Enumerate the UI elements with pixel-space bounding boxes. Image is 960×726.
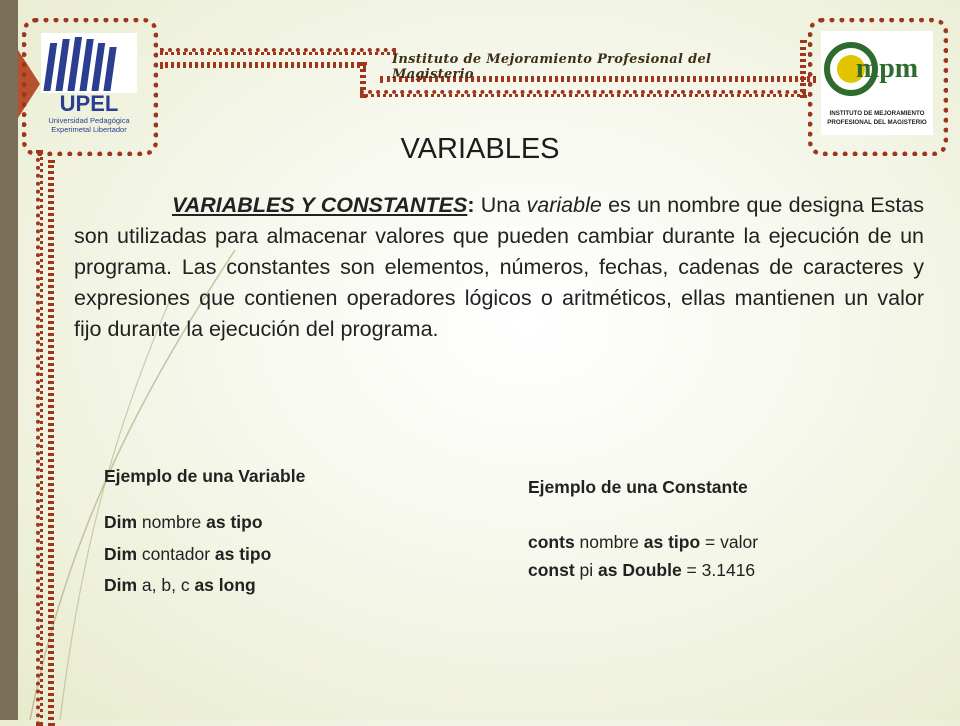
top-dotted-connector: [360, 62, 366, 98]
definition-term-colon: :: [467, 193, 475, 217]
institute-name: Instituto de Mejoramiento Profesional del Magisterio: [392, 52, 712, 82]
definition-paragraph: [74, 190, 924, 345]
upel-logo-mark: UPEL: [59, 91, 119, 116]
definition-text-b: es un nombre que designa Estas son utilizadas para almacenar valores que pueden cambiar durante la ejecución de un programa. Las constantes son elementos, números, fechas, cadenas de caracteres y expresiones que contienen operadores lógicos o aritméticos, ellas mantienen un valor fijo durante la ejecución del programa.: [74, 193, 925, 341]
variable-example-line-1: Dim nombre as tipo: [104, 512, 263, 532]
constant-example-line-1: conts nombre as tipo = valor: [528, 532, 759, 552]
variable-example-heading: Ejemplo de una Variable: [104, 466, 306, 486]
definition-text-a: Una: [474, 193, 527, 217]
constant-example-heading: Ejemplo de una Constante: [528, 477, 748, 497]
variable-example-line-3: Dim a, b, c as long: [104, 575, 256, 595]
upel-logo-line2: Experimetal Libertador: [51, 125, 127, 134]
upel-logo: [27, 23, 153, 151]
top-dotted-line-right-lower: [360, 90, 806, 97]
definition-text-variable: variable: [526, 193, 602, 217]
left-dotted-line: [36, 150, 43, 726]
impm-logo-line1: INSTITUTO DE MEJORAMIENTO: [829, 110, 925, 117]
definition-term: VARIABLES Y CONSTANTES: [172, 193, 468, 217]
top-dotted-line-upper: [160, 48, 396, 55]
top-dotted-connector-right: [800, 40, 806, 98]
impm-logo: [813, 23, 943, 151]
variable-example-line-2: Dim contador as tipo: [104, 544, 272, 564]
impm-logo-mark: mpm: [855, 53, 919, 84]
constant-example-line-2: const pi as Double = 3.1416: [528, 560, 756, 580]
slide-title: VARIABLES: [400, 133, 560, 165]
upel-logo-line1: Universidad Pedagógica: [48, 116, 130, 125]
left-dotted-line-inner: [48, 160, 54, 726]
impm-logo-line2: PROFESIONAL DEL MAGISTERIO: [827, 119, 927, 126]
top-dotted-line-lower: [160, 62, 366, 68]
